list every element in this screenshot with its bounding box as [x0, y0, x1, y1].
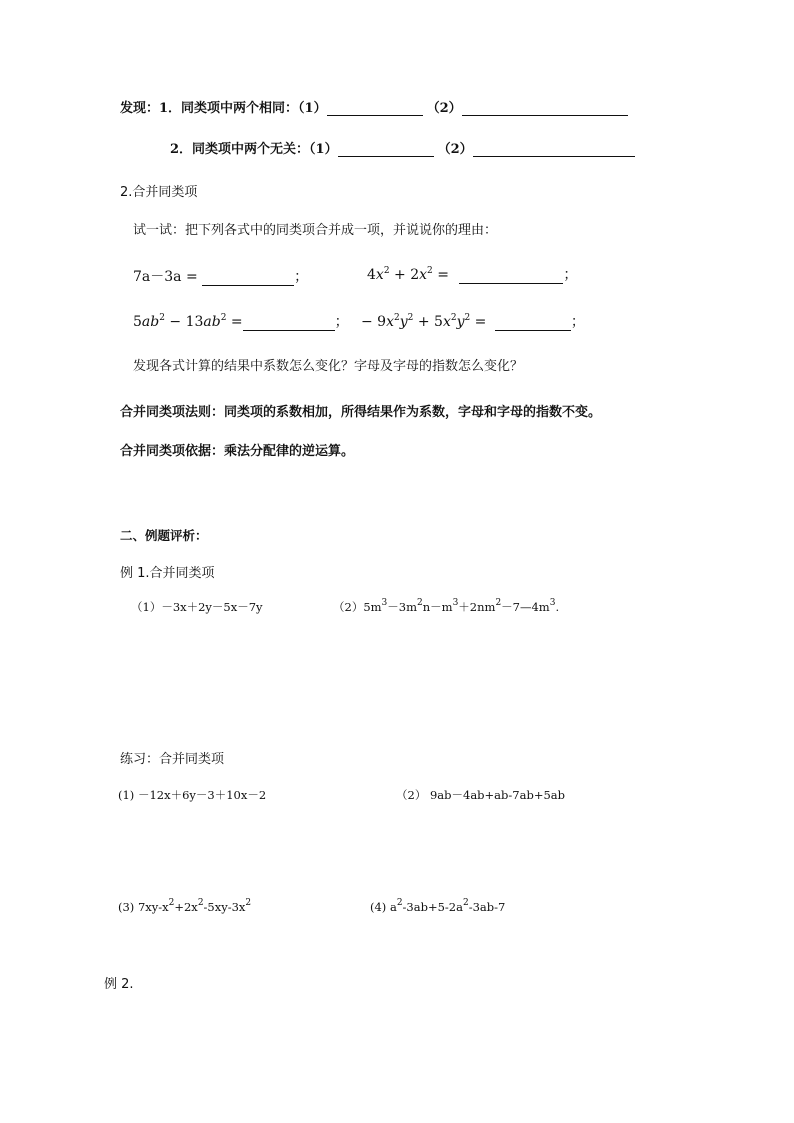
- example-1-part-1: （1）－3x＋2y－5x－7y: [131, 600, 263, 614]
- expr-exp: 2: [495, 598, 502, 608]
- expr-exp: 2: [396, 898, 403, 908]
- expression-1-text: 7a－3a =: [133, 269, 198, 285]
- expr-text: +2x: [174, 900, 198, 914]
- expr-text: =: [432, 267, 449, 283]
- expr-exp: 2: [197, 898, 204, 908]
- expr-var: x: [419, 267, 428, 283]
- rule-text: 合并同类项法则：同类项的系数相加，所得结果作为系数，字母和字母的指数不变。: [120, 405, 602, 420]
- expr-text: -3ab-7: [468, 900, 506, 914]
- example-1-title: 例 1.合并同类项: [120, 566, 215, 581]
- expr-var: y: [456, 314, 465, 330]
- separator: ；: [570, 314, 585, 330]
- expr-text: （2）5m: [333, 600, 382, 614]
- expr-text: =: [226, 314, 243, 330]
- expr-var: x: [386, 314, 394, 330]
- question-text: 发现各式计算的结果中系数怎么变化？字母及字母的指数怎么变化？: [133, 359, 524, 374]
- expr-text: (4) a: [370, 900, 397, 914]
- expr-text: -5xy-3x: [203, 900, 246, 914]
- answer-blank[interactable]: [202, 272, 294, 286]
- expr-text: .: [555, 600, 560, 614]
- basis-text: 合并同类项依据：乘法分配律的逆运算。: [120, 444, 355, 459]
- answer-blank[interactable]: [327, 102, 423, 116]
- discovery-line-2: [170, 138, 635, 157]
- expr-text: (3) 7xy-x: [118, 900, 169, 914]
- expr-exp: 3: [549, 598, 556, 608]
- answer-blank[interactable]: [462, 102, 628, 116]
- expr-text: －3m: [387, 600, 418, 614]
- discovery-line-1-label: 发现：1．同类项中两个相同：（1）: [120, 101, 327, 116]
- expr-text: 4: [367, 267, 376, 283]
- expr-exp: 2: [383, 266, 390, 276]
- expr-exp: 3: [381, 598, 388, 608]
- expr-text: − 9: [361, 314, 387, 330]
- separator: ；: [563, 267, 578, 283]
- expression-4: [361, 311, 585, 331]
- expr-var: ab: [141, 314, 160, 330]
- expression-1: [133, 266, 308, 286]
- expr-exp: 2: [417, 598, 423, 608]
- discovery-line-1: [120, 97, 628, 116]
- example-2-title: 例 2.: [104, 977, 134, 992]
- expr-text: n－m: [422, 600, 453, 614]
- expr-text: + 5: [413, 314, 443, 330]
- separator: ；: [294, 269, 309, 285]
- expr-exp: 2: [407, 313, 414, 323]
- expr-exp: 2: [450, 313, 457, 323]
- answer-blank[interactable]: [243, 317, 335, 331]
- practice-3: [118, 900, 251, 914]
- separator: ；: [334, 314, 349, 330]
- expr-text: ＋2nm: [458, 600, 496, 614]
- expr-exp: 2: [462, 898, 469, 908]
- answer-blank[interactable]: [495, 317, 571, 331]
- expr-exp: 2: [159, 313, 165, 323]
- expr-var: ab: [203, 314, 221, 330]
- expr-var: x: [442, 314, 451, 330]
- expr-exp: 2: [168, 898, 175, 908]
- practice-4: [370, 900, 505, 914]
- example-1-part-2: [333, 599, 559, 615]
- expr-text: -3ab+5-2a: [402, 900, 463, 914]
- practice-title: 练习：合并同类项: [120, 752, 225, 767]
- expr-var: x: [375, 267, 384, 283]
- expr-exp: 2: [245, 898, 252, 908]
- expr-exp: 2: [220, 313, 227, 323]
- expression-2: [367, 264, 577, 284]
- expr-exp: 2: [464, 313, 471, 323]
- expr-text: − 13: [164, 314, 204, 330]
- expr-exp: 2: [394, 313, 400, 323]
- discovery-line-1-mid: （2）: [426, 101, 462, 116]
- expr-text: 5: [133, 314, 142, 330]
- section-title: 2.合并同类项: [120, 185, 198, 200]
- expression-3: [133, 311, 349, 331]
- discovery-line-2-mid: （2）: [437, 142, 473, 157]
- expr-text: + 2: [389, 267, 420, 283]
- try-prompt: 试一试：把下列各式中的同类项合并成一项，并说说你的理由：: [133, 223, 498, 238]
- expr-exp: 2: [427, 266, 433, 276]
- answer-blank[interactable]: [473, 143, 635, 157]
- practice-1: (1) －12x＋6y－3＋10x－2: [118, 788, 267, 802]
- answer-blank[interactable]: [459, 270, 563, 284]
- expr-text: －7—4m: [501, 600, 550, 614]
- expr-var: y: [399, 314, 408, 330]
- examples-heading: 二、例题评析：: [120, 528, 208, 543]
- expr-exp: 3: [452, 598, 459, 608]
- answer-blank[interactable]: [338, 143, 434, 157]
- discovery-line-2-label: 2．同类项中两个无关：（1）: [170, 142, 338, 157]
- practice-2: （2） 9ab－4ab+ab-7ab+5ab: [396, 788, 565, 802]
- expr-text: =: [470, 314, 487, 330]
